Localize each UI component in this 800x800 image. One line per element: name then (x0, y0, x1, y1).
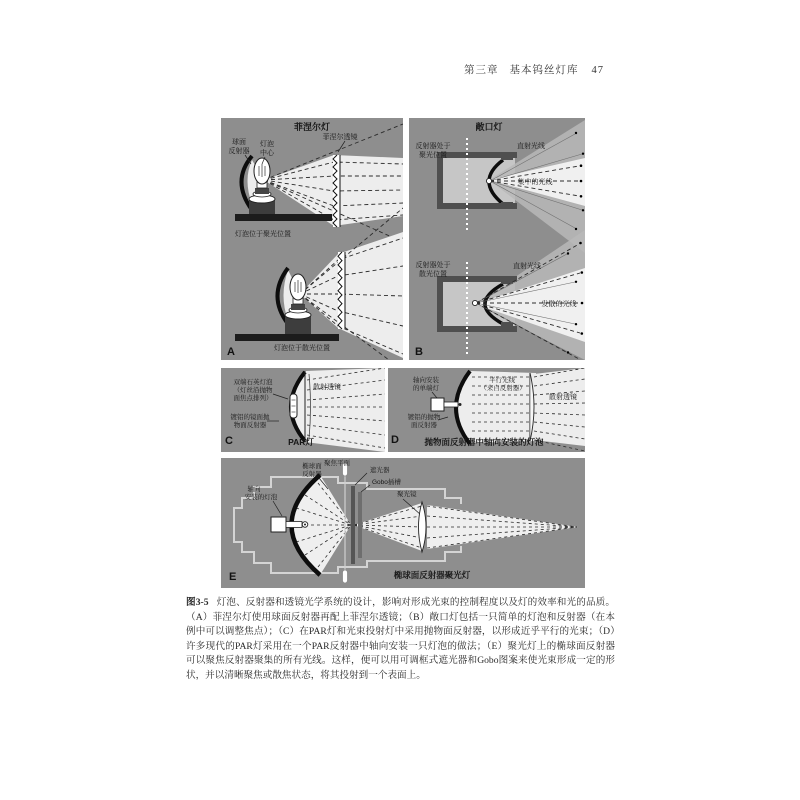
page-number: 47 (591, 65, 604, 76)
label-flood-position: 灯泡位于散光位置 (274, 345, 330, 352)
label-spherical-reflector: 球面 (232, 139, 246, 146)
double-ended-bulb-icon (290, 394, 297, 418)
panel-e-title: 椭球面反射器聚光灯 (393, 570, 471, 580)
label-aluminized-reflector: 镀铝的抛物 (407, 414, 441, 421)
svg-text:反射器: 反射器 (228, 148, 250, 155)
fixture-outline (234, 525, 461, 573)
label-concentrated-rays: 集中的光线 (517, 179, 553, 186)
label-shutter: 遮光器 (370, 467, 390, 474)
label-diffusing-lens: 散射透镜 (549, 394, 577, 401)
svg-text:聚光位置: 聚光位置 (419, 152, 447, 159)
lamp-track (235, 334, 339, 341)
svg-text:（灯丝沿抛物: （灯丝沿抛物 (233, 387, 273, 394)
bulb-icon (486, 178, 491, 183)
shutter-icon (351, 486, 355, 564)
label-diverging-rays: 发散的光线 (541, 301, 577, 308)
panel-ellipsoidal-spotlight (221, 458, 585, 588)
label-spot-position: 灯泡位于聚光位置 (235, 231, 291, 238)
panel-c-title: PAR灯 (288, 437, 314, 447)
label-quartz-bulb: 双端石英灯泡 (233, 379, 273, 386)
fresnel-lens-icon (333, 155, 340, 227)
svg-text:中心: 中心 (260, 150, 274, 157)
svg-text:反射器: 反射器 (302, 471, 322, 478)
panel-a-title: 菲涅尔灯 (293, 122, 331, 132)
open-face-flood-diagram (416, 230, 586, 360)
panel-par-lamp (221, 368, 385, 452)
label-axial-lamp: 轴向 (247, 486, 261, 493)
label-bulb-center: 灯泡 (260, 141, 274, 148)
panel-fresnel-light (221, 118, 403, 360)
label-reflector-flood: 反射器处于 (415, 262, 451, 269)
page-header (0, 62, 604, 77)
fresnel-lens-icon (338, 252, 345, 329)
gobo-slot-icon (358, 492, 362, 558)
panel-e-letter: E (229, 571, 237, 583)
svg-text:（来自反射器）: （来自反射器） (480, 385, 526, 392)
label-direct-rays: 直射光线 (517, 143, 545, 150)
label-parallel-rays: 平行光线 (489, 377, 515, 384)
svg-text:面焦点排列）: 面焦点排列） (233, 395, 273, 402)
label-condenser-lens: 聚光镜 (397, 491, 417, 498)
caption-text: 灯泡、反射器和透镜光学系统的设计，影响对形成光束的控制程度以及灯的效率和光的品质。（A）菲涅尔灯使用球面反射器再配上菲涅尔透镜；（B）敞口灯包括一只简单的灯泡和反射器（在本例中可以调整焦点）；（C）在PAR灯和光束投射灯中采用抛物面反射器，以形成近乎平行的光束；（D）许多现代的PAR灯采用在一个PAR反射器中轴向安装一只灯泡的做法；（E）聚光灯上的椭球面反射器可以聚焦反射器聚集的所有光线。这样，便可以用可调框式遮光器和Gobo图案来使光束形成一定的形状，并以清晰聚焦或散焦状态，将其投射到一个表面上。 (186, 597, 615, 681)
panel-b-letter: B (415, 346, 423, 358)
chapter-label: 第三章 (464, 65, 499, 76)
caption-tag: 图3-5 (186, 597, 209, 608)
panel-b-title: 敞口灯 (475, 122, 503, 132)
label-reflector-spot: 反射器处于 (415, 143, 451, 150)
label-axial-lamp: 轴向安装 (413, 377, 439, 384)
fresnel-spot-diagram (229, 124, 404, 242)
figure-caption (186, 596, 615, 684)
panel-c-letter: C (225, 435, 233, 447)
ellipsoidal-diagram (234, 458, 578, 583)
svg-text:散光位置: 散光位置 (419, 271, 447, 278)
label-gobo-slot: Gobo插槽 (372, 479, 401, 486)
label-aluminized-reflector: 镀铝的镜面抛 (230, 414, 270, 421)
fixture-outline (234, 477, 461, 525)
panel-a-letter: A (227, 346, 235, 358)
section-label: 基本钨丝灯库 (509, 65, 579, 76)
panel-open-face-light (409, 118, 585, 360)
bulb-icon (472, 300, 477, 305)
label-focal-plane: 聚焦平面 (324, 460, 350, 467)
panel-d-title: 抛物面反射器中轴向安装的灯泡 (424, 437, 544, 447)
label-ellipsoidal-reflector: 椭球面 (302, 463, 322, 470)
label-fresnel-lens: 菲涅尔透镜 (322, 134, 358, 141)
open-face-spot-diagram (416, 120, 586, 253)
svg-text:面反射器: 面反射器 (411, 422, 437, 429)
label-direct-rays: 直射光线 (513, 263, 541, 270)
figure-3-5 (221, 118, 585, 588)
svg-text:物面反射器: 物面反射器 (233, 422, 267, 429)
svg-text:的单端灯: 的单端灯 (413, 385, 439, 392)
panel-parabolic-axial-bulb (388, 368, 585, 452)
panel-d-letter: D (391, 434, 399, 446)
svg-text:安装的灯泡: 安装的灯泡 (244, 494, 278, 501)
lamp-track (235, 214, 332, 221)
label-diffusing-lens: 散射透镜 (313, 384, 341, 391)
